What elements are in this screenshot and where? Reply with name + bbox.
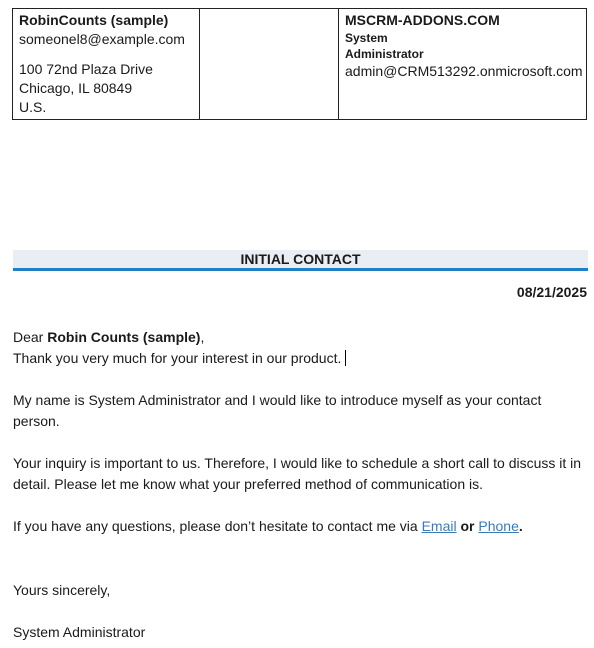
email-link[interactable]: Email: [421, 518, 457, 534]
recipient-name: RobinCounts (sample): [19, 12, 169, 28]
thanks-line[interactable]: [13, 348, 588, 369]
closing: Yours sincerely,: [13, 582, 111, 598]
section-title: INITIAL CONTACT: [13, 250, 588, 271]
recipient-cell: [13, 9, 200, 120]
or-word: or: [456, 518, 479, 534]
contact-paragraph: [13, 516, 588, 537]
letter-date: 08/21/2025: [516, 284, 587, 300]
recipient-city: Chicago, IL 80849: [19, 80, 133, 96]
recipient-street: 100 72nd Plaza Drive: [19, 61, 153, 77]
letter-body: [13, 327, 588, 643]
recipient-email: someonel8@example.com: [19, 31, 185, 47]
address-table: [12, 8, 587, 120]
salutation-name: Robin Counts (sample): [47, 329, 201, 345]
phone-link[interactable]: Phone: [478, 518, 519, 534]
sender-cell: [339, 9, 587, 120]
sender-email: admin@CRM513292.onmicrosoft.com: [345, 63, 583, 79]
text-cursor: [345, 350, 346, 366]
inquiry-paragraph: Your inquiry is important to us. Therefore, I would like to schedule a short call to discuss it in detail. Please let me know what your preferred method of communication is.: [13, 455, 582, 492]
sender-title-line1: System: [345, 31, 388, 45]
intro-paragraph: My name is System Administrator and I would like to introduce myself as your contact person.: [13, 392, 542, 429]
thanks-text: Thank you very much for your interest in our product.: [13, 350, 342, 366]
sender-title-line2: Administrator: [345, 47, 424, 61]
salutation-prefix: Dear: [13, 329, 48, 345]
empty-cell: [200, 9, 339, 120]
salutation: [13, 327, 588, 348]
contact-suffix: .: [518, 518, 523, 534]
sender-company: MSCRM-ADDONS.COM: [345, 12, 500, 28]
recipient-country: U.S.: [19, 99, 47, 115]
salutation-suffix: ,: [200, 329, 205, 345]
signature: System Administrator: [13, 624, 146, 640]
contact-prefix: If you have any questions, please don’t hesitate to contact me via: [13, 518, 422, 534]
